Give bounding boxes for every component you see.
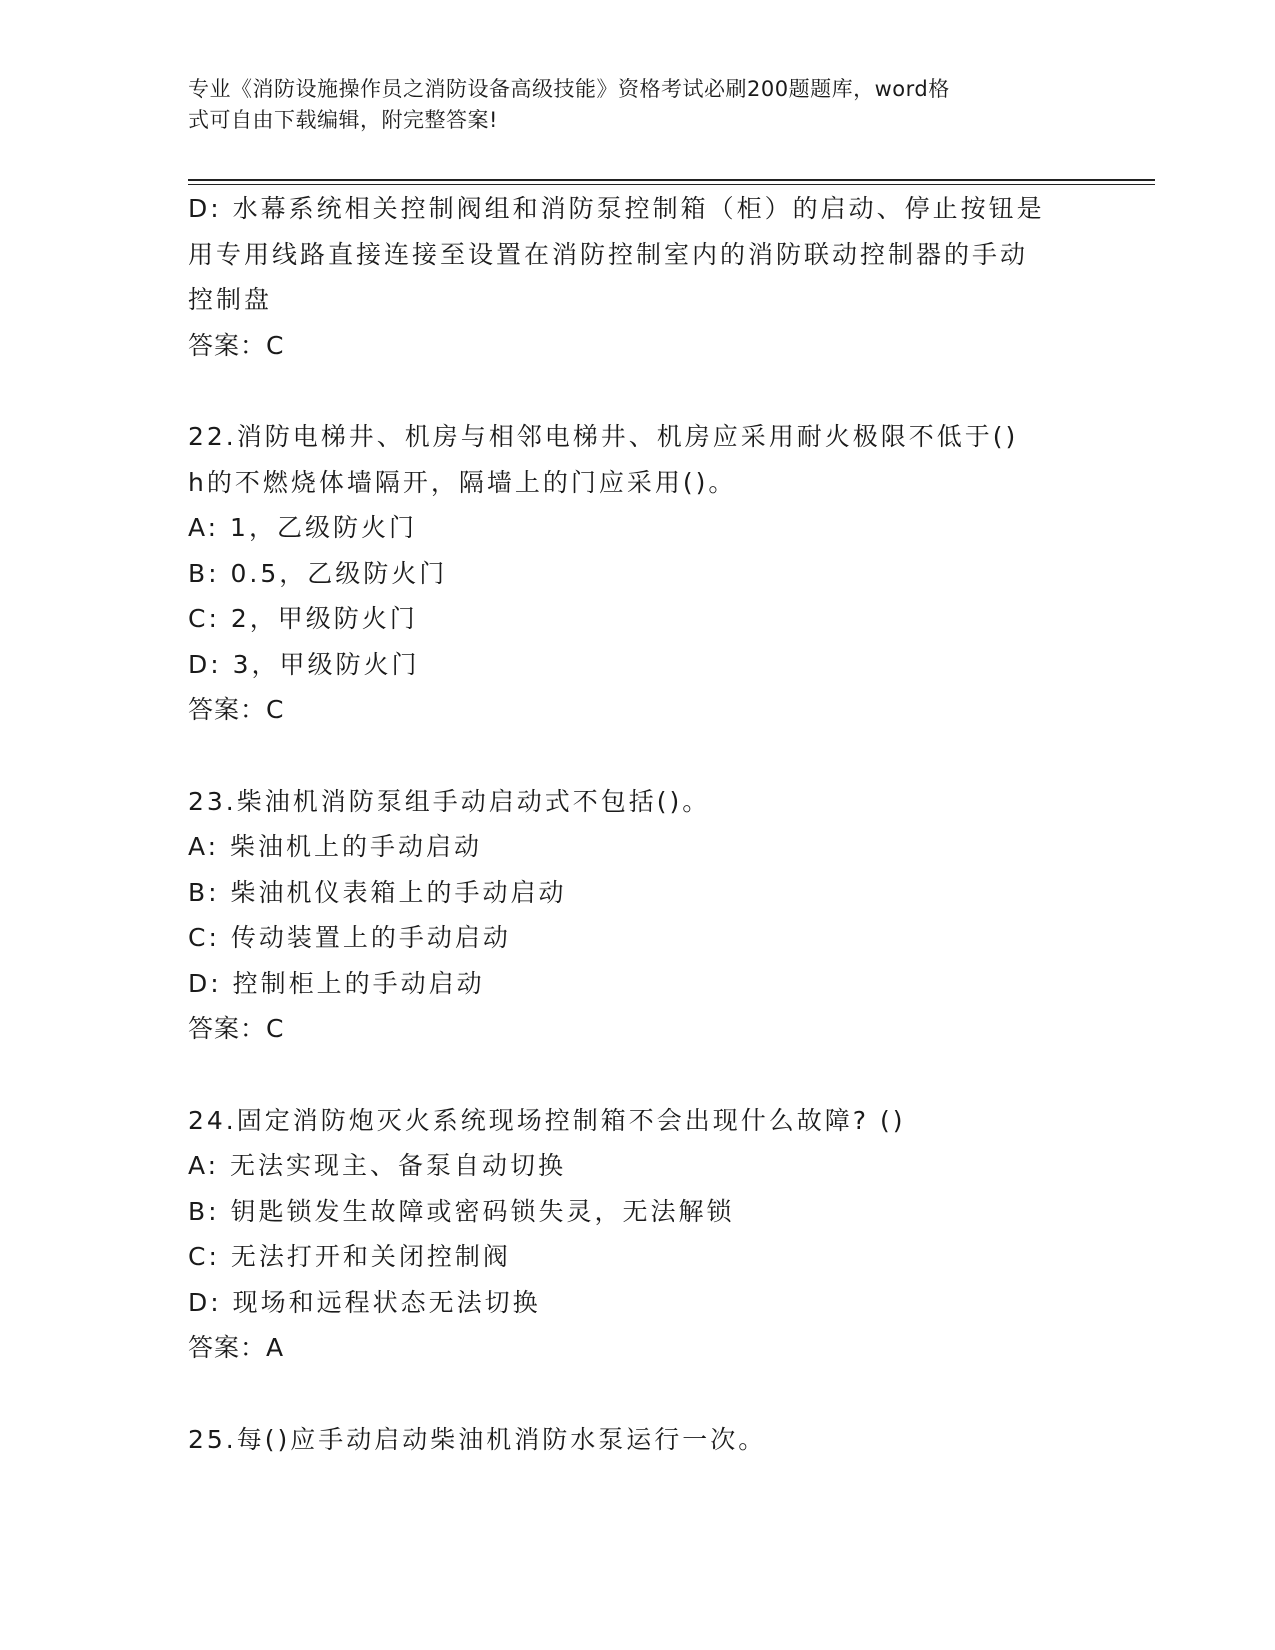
header-line-1: 专业《消防设施操作员之消防设备高级技能》资格考试必刷200题题库，word格 [188,77,950,101]
option-b: B: 钥匙锁发生故障或密码锁失灵，无法解锁 [188,1196,735,1226]
question-24 [188,1098,1088,1371]
option-c: C: 2，甲级防火门 [188,604,418,633]
question-25 [188,1417,1088,1463]
document-body [188,186,1088,1462]
option-a: A: 1，乙级防火门 [188,513,417,542]
option-a: A: 柴油机上的手动启动 [188,832,483,861]
option-d: D: 现场和远程状态无法切换 [188,1287,541,1317]
option-a: A: 无法实现主、备泵自动切换 [188,1151,567,1180]
question-stem-line: 23.柴油机消防泵组手动启动式不包括()。 [188,786,711,816]
question-23 [188,779,1088,1052]
header-divider-thin [188,184,1155,185]
question-stem-line: h的不燃烧体墙隔开，隔墙上的门应采用()。 [188,467,737,497]
header-divider-thick [188,179,1155,181]
option-c: C: 传动装置上的手动启动 [188,923,511,952]
answer-line: 答案：C [188,330,285,360]
option-c: C: 无法打开和关闭控制阀 [188,1242,511,1271]
previous-question-tail [188,186,1088,368]
document-header [188,74,1068,136]
option-d-line-3: 控制盘 [188,285,273,314]
option-b: B: 0.5，乙级防火门 [188,558,448,588]
option-d-line-2: 用专用线路直接连接至设置在消防控制室内的消防联动控制器的手动 [188,239,1029,269]
header-line-2: 式可自由下载编辑，附完整答案! [188,108,498,132]
answer-line: 答案：A [188,1333,285,1362]
answer-line: 答案：C [188,695,285,724]
answer-line: 答案：C [188,1014,285,1043]
option-d: D: 控制柜上的手动启动 [188,968,485,998]
question-stem-line: 22.消防电梯井、机房与相邻电梯井、机房应采用耐火极限不低于() [188,422,1019,451]
option-d-line-1: D: 水幕系统相关控制阀组和消防泵控制箱（柜）的启动、停止按钮是 [188,194,1045,223]
question-stem-line: 24.固定消防炮灭火系统现场控制箱不会出现什么故障? () [188,1105,906,1135]
option-b: B: 柴油机仪表箱上的手动启动 [188,877,567,907]
question-22 [188,414,1088,733]
option-d: D: 3，甲级防火门 [188,649,420,679]
question-stem-line: 25.每()应手动启动柴油机消防水泵运行一次。 [188,1424,767,1454]
